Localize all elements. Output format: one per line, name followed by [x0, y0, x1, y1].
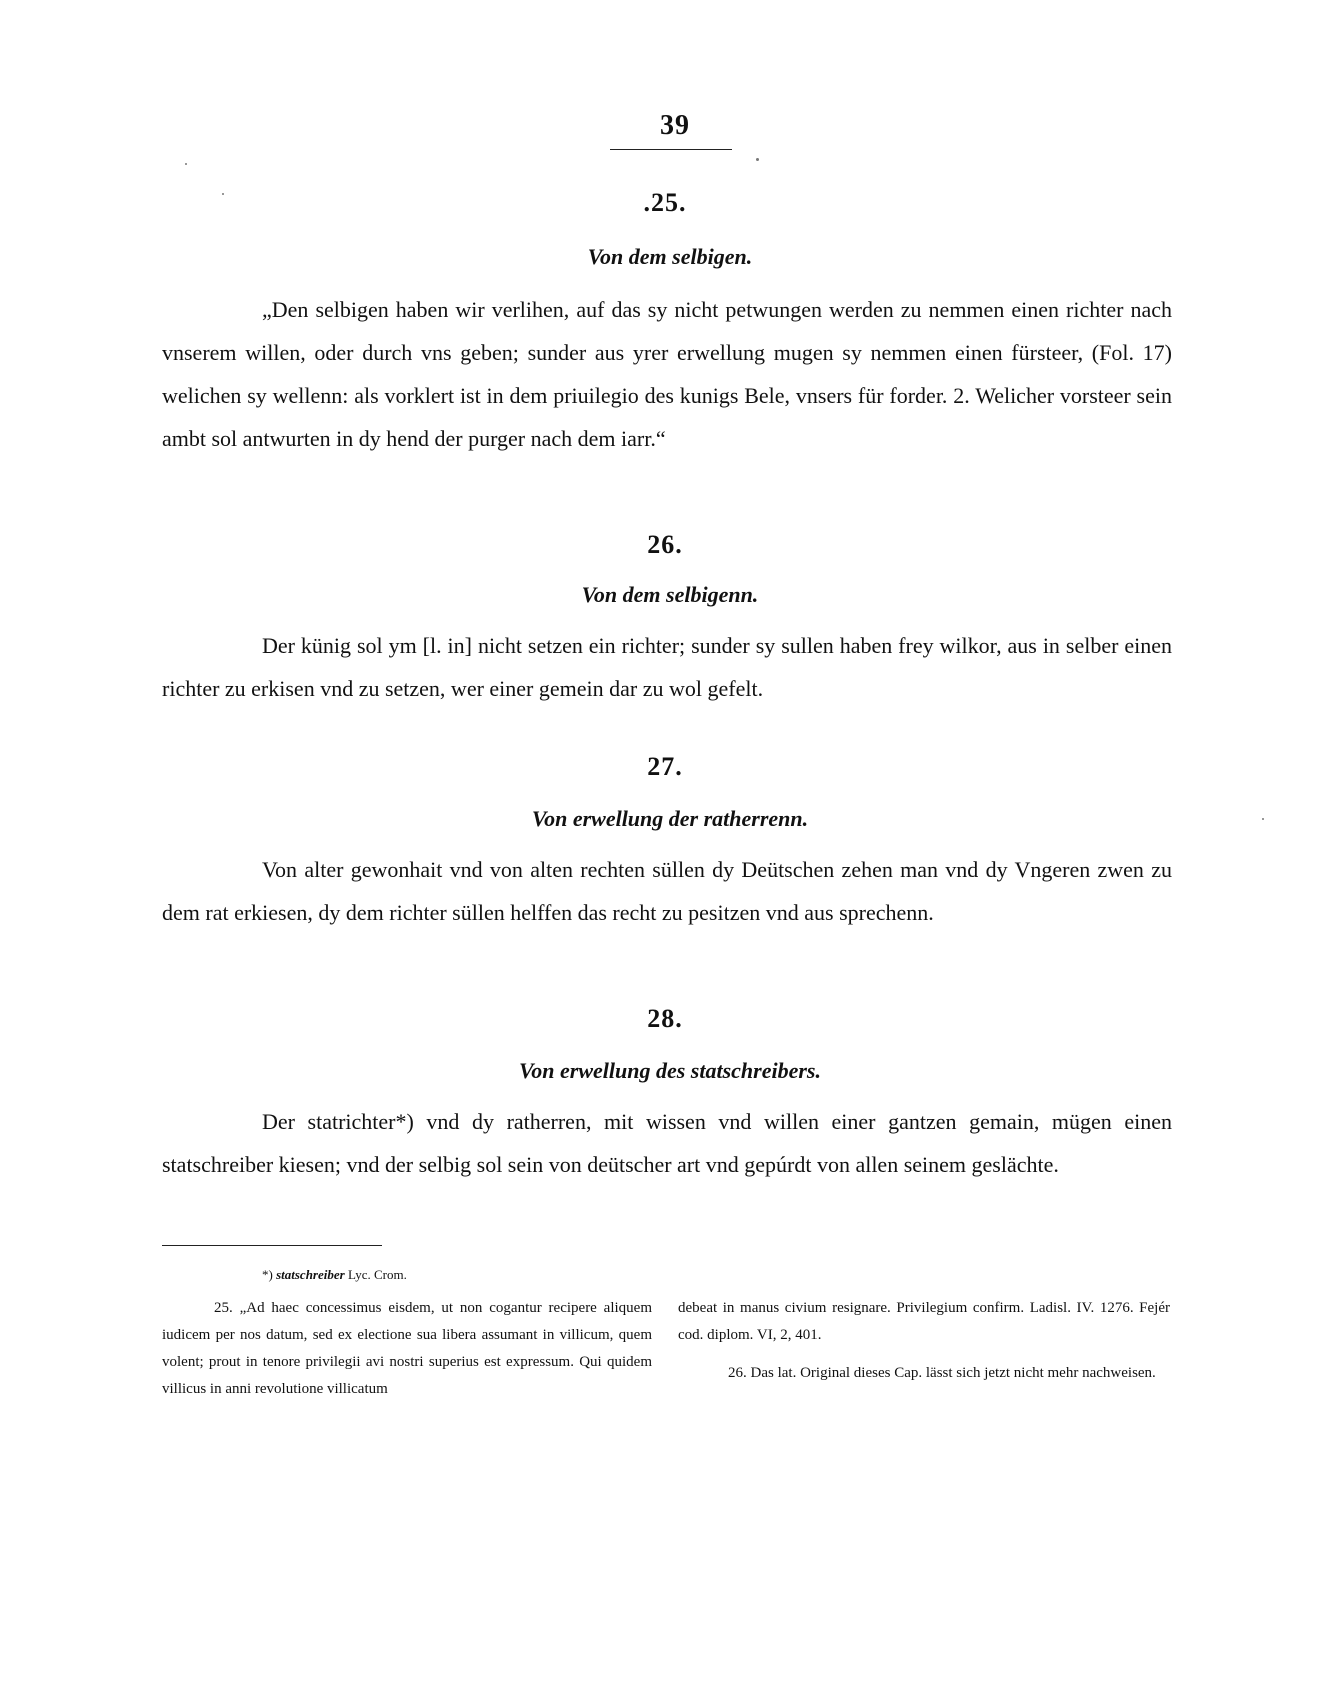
footnote-marker: *): [262, 1267, 273, 1282]
section-paragraph: Der künig sol ym [l. in] nicht setzen ein richter; sunder sy sullen haben frey wilkor, aus in selber einen richter zu erkisen vnd zu setzen, wer einer gemein dar zu wol gefelt.: [162, 633, 1172, 701]
section-title: Von dem selbigen.: [587, 244, 753, 269]
scan-speck: [756, 158, 759, 161]
section-paragraph: Der statrichter*) vnd dy ratherren, mit wissen vnd willen einer gantzen gemain, mügen einen statschreiber kiesen; vnd der selbig sol sein von deütscher art vnd gepúrdt von allen seinem geslächte.: [162, 1109, 1172, 1177]
scan-speck: [222, 193, 224, 195]
footnote: [262, 1267, 407, 1283]
footnote-source: Lyc. Crom.: [347, 1267, 407, 1282]
section-number: 26.: [647, 530, 683, 559]
section-number: 28.: [647, 1004, 683, 1033]
section-title: Von dem selbigenn.: [581, 582, 759, 607]
section-title: Von erwellung der ratherrenn.: [531, 806, 809, 831]
footnote-term: statschreiber: [276, 1267, 345, 1282]
latin-note-continuation: debeat in manus civium resignare. Privilegium confirm. Ladisl. IV. 1276. Fejér cod. diplom. VI, 2, 401.: [678, 1300, 1170, 1343]
section-title: Von erwellung des statschreibers.: [519, 1058, 821, 1083]
section-paragraph: Von alter gewonhait vnd von alten rechten süllen dy Deütschen zehen man vnd dy Vngeren zwen zu dem rat erkiesen, dy dem richter süllen helffen das recht zu pesitzen vnd aus sprechenn.: [162, 857, 1172, 925]
footnote-rule: [162, 1245, 382, 1246]
page-number: 39: [660, 110, 690, 141]
section-paragraph: „Den selbigen haben wir verlihen, auf das sy nicht petwungen werden zu nemmen einen richter nach vnserem willen, oder durch vns geben; sunder aus yrer erwellung mugen sy nemmen einen fürsteer, (Fol. 17) welichen sy wellenn: als vorklert ist in dem priuilegio des kunigs Bele, vnsers für forder. 2. Welicher vorsteer sein ambt sol antwurten in dy hend der purger nach dem iarr.“: [162, 297, 1172, 451]
scan-speck: [185, 163, 187, 165]
section-number: 27.: [647, 752, 683, 781]
latin-note-right: [678, 1295, 1170, 1387]
scan-speck: [1262, 818, 1264, 820]
section-number: .25.: [643, 188, 687, 217]
latin-note-left: 25. „Ad haec concessimus eisdem, ut non cogantur recipere aliquem iudicem per nos datum, sed ex electione sua libera assumant in villicum, quem volent; prout in tenore privilegii avi nostri superius est expressum. Qui quidem villicus in anni revolutione villicatum: [162, 1300, 652, 1397]
note-26: 26. Das lat. Original dieses Cap. lässt sich jetzt nicht mehr nachweisen.: [728, 1365, 1156, 1381]
page-number-rule: [610, 149, 732, 150]
